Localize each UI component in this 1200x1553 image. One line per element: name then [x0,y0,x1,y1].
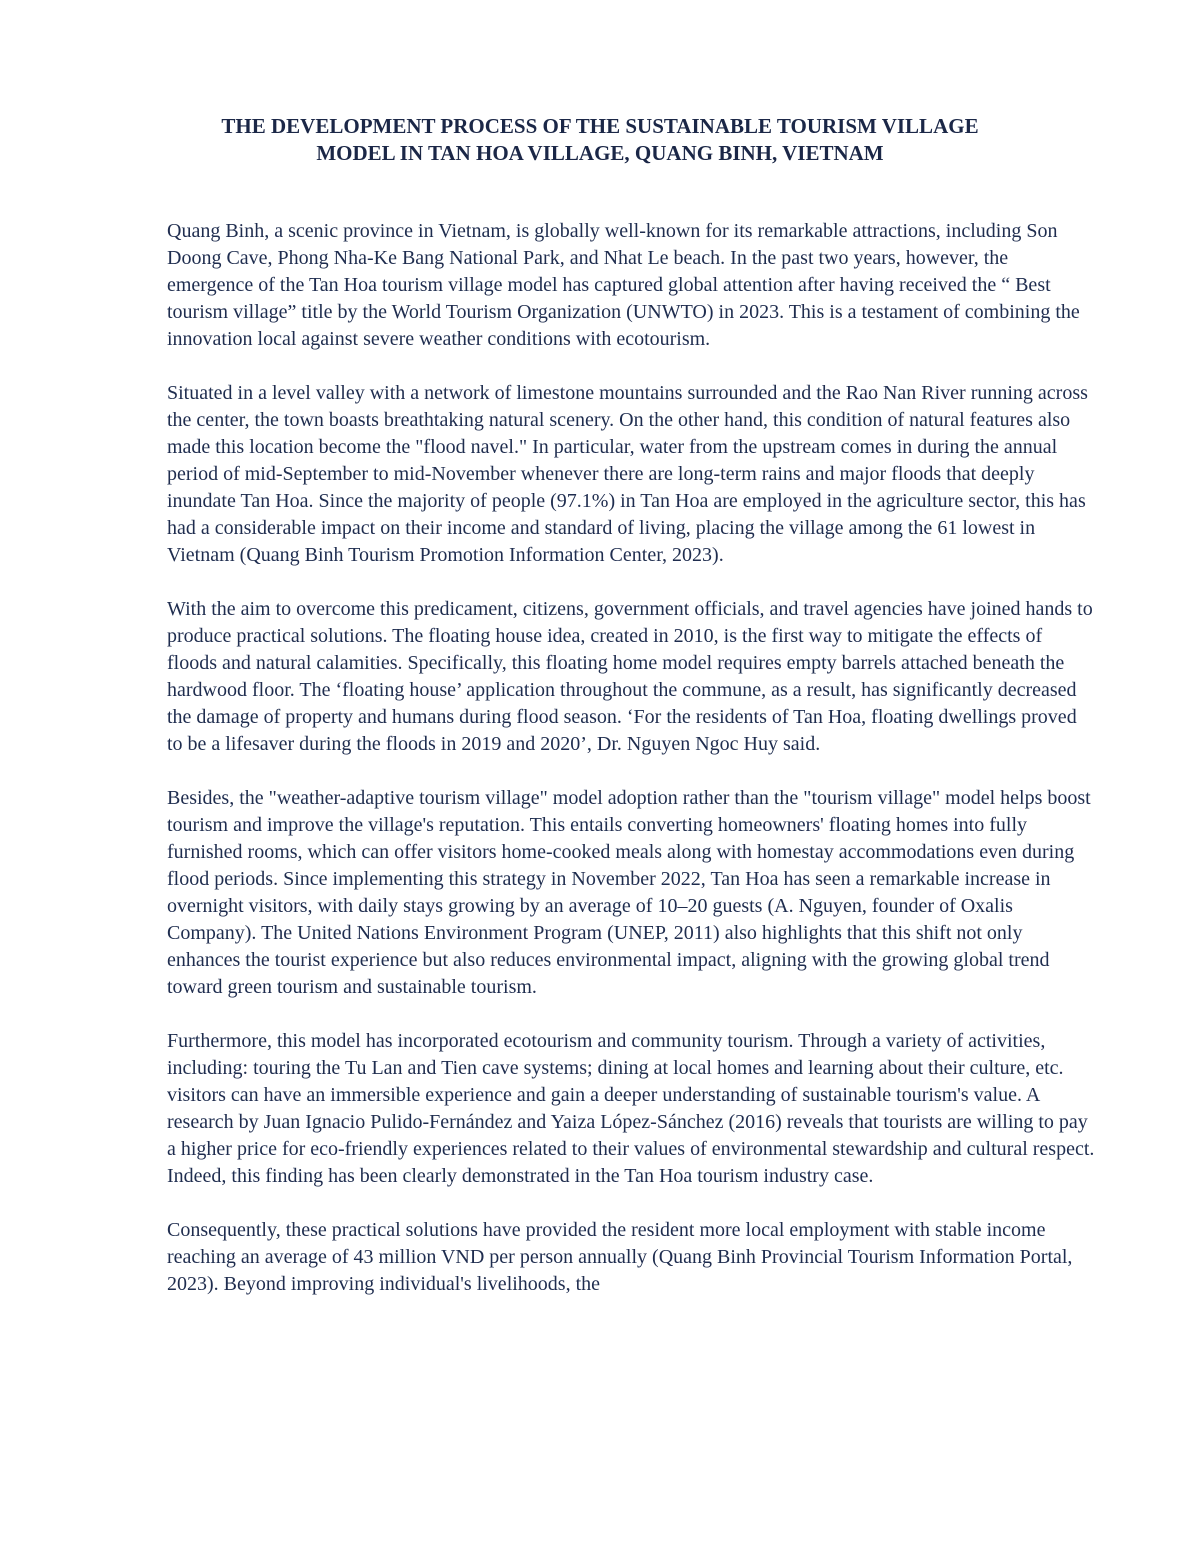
paragraph-weather-adaptive: Besides, the "weather-adaptive tourism village" model adoption rather than the "tourism village" model helps boost tourism and improve the village's reputation. This entails converting homeowners' floating homes into fully furnished rooms, which can offer visitors home-cooked meals along with homestay accommodations even during flood periods. Since implementing this strategy in November 2022, Tan Hoa has seen a remarkable increase in overnight visitors, with daily stays growing by an average of 10–20 guests (A. Nguyen, founder of Oxalis Company). The United Nations Environment Program (UNEP, 2011) also highlights that this shift not only enhances the tourist experience but also reduces environmental impact, aligning with the growing global trend toward green tourism and sustainable tourism. [167,787,1091,998]
title-line-1: THE DEVELOPMENT PROCESS OF THE SUSTAINABLE TOURISM VILLAGE [221,114,979,138]
document-body [167,218,1097,1325]
paragraph-ecotourism: Furthermore, this model has incorporated ecotourism and community tourism. Through a variety of activities, including: touring the Tu Lan and Tien cave systems; dining at local homes and learning about their culture, etc. visitors can have an immersible experience and gain a deeper understanding of sustainable tourism's value. A research by Juan Ignacio Pulido-Fernández and Yaiza López-Sánchez (2016) reveals that tourists are willing to pay a higher price for eco-friendly experiences related to their values of environmental stewardship and cultural respect. Indeed, this finding has been clearly demonstrated in the Tan Hoa tourism industry case. [167,1030,1095,1187]
paragraph-floating-house: With the aim to overcome this predicament, citizens, government officials, and travel agencies have joined hands to produce practical solutions. The floating house idea, created in 2010, is the first way to mitigate the effects of floods and natural calamities. Specifically, this floating home model requires empty barrels attached beneath the hardwood floor. The ‘floating house’ application throughout the commune, as a result, has significantly decreased the damage of property and humans during flood season. ‘For the residents of Tan Hoa, floating dwellings proved to be a lifesaver during the floods in 2019 and 2020’, Dr. Nguyen Ngoc Huy said. [167,598,1093,755]
document-title [140,113,1060,167]
paragraph-employment: Consequently, these practical solutions have provided the resident more local employment with stable income reaching an average of 43 million VND per person annually (Quang Binh Provincial Tourism Information Portal, 2023). Beyond improving individual's livelihoods, the [167,1219,1073,1295]
paragraph-intro: Quang Binh, a scenic province in Vietnam, is globally well-known for its remarkable attractions, including Son Doong Cave, Phong Nha-Ke Bang National Park, and Nhat Le beach. In the past two years, however, the emergence of the Tan Hoa tourism village model has captured global attention after having received the “ Best tourism village” title by the World Tourism Organization (UNWTO) in 2023. This is a testament of combining the innovation local against severe weather conditions with ecotourism. [167,220,1080,350]
paragraph-location: Situated in a level valley with a network of limestone mountains surrounded and the Rao Nan River running across the center, the town boasts breathtaking natural scenery. On the other hand, this condition of natural features also made this location become the "flood navel." In particular, water from the upstream comes in during the annual period of mid-September to mid-November whenever there are long-term rains and major floods that deeply inundate Tan Hoa. Since the majority of people (97.1%) in Tan Hoa are employed in the agriculture sector, this has had a considerable impact on their income and standard of living, placing the village among the 61 lowest in Vietnam (Quang Binh Tourism Promotion Information Center, 2023). [167,382,1088,566]
title-line-2: MODEL IN TAN HOA VILLAGE, QUANG BINH, VIETNAM [316,141,884,165]
